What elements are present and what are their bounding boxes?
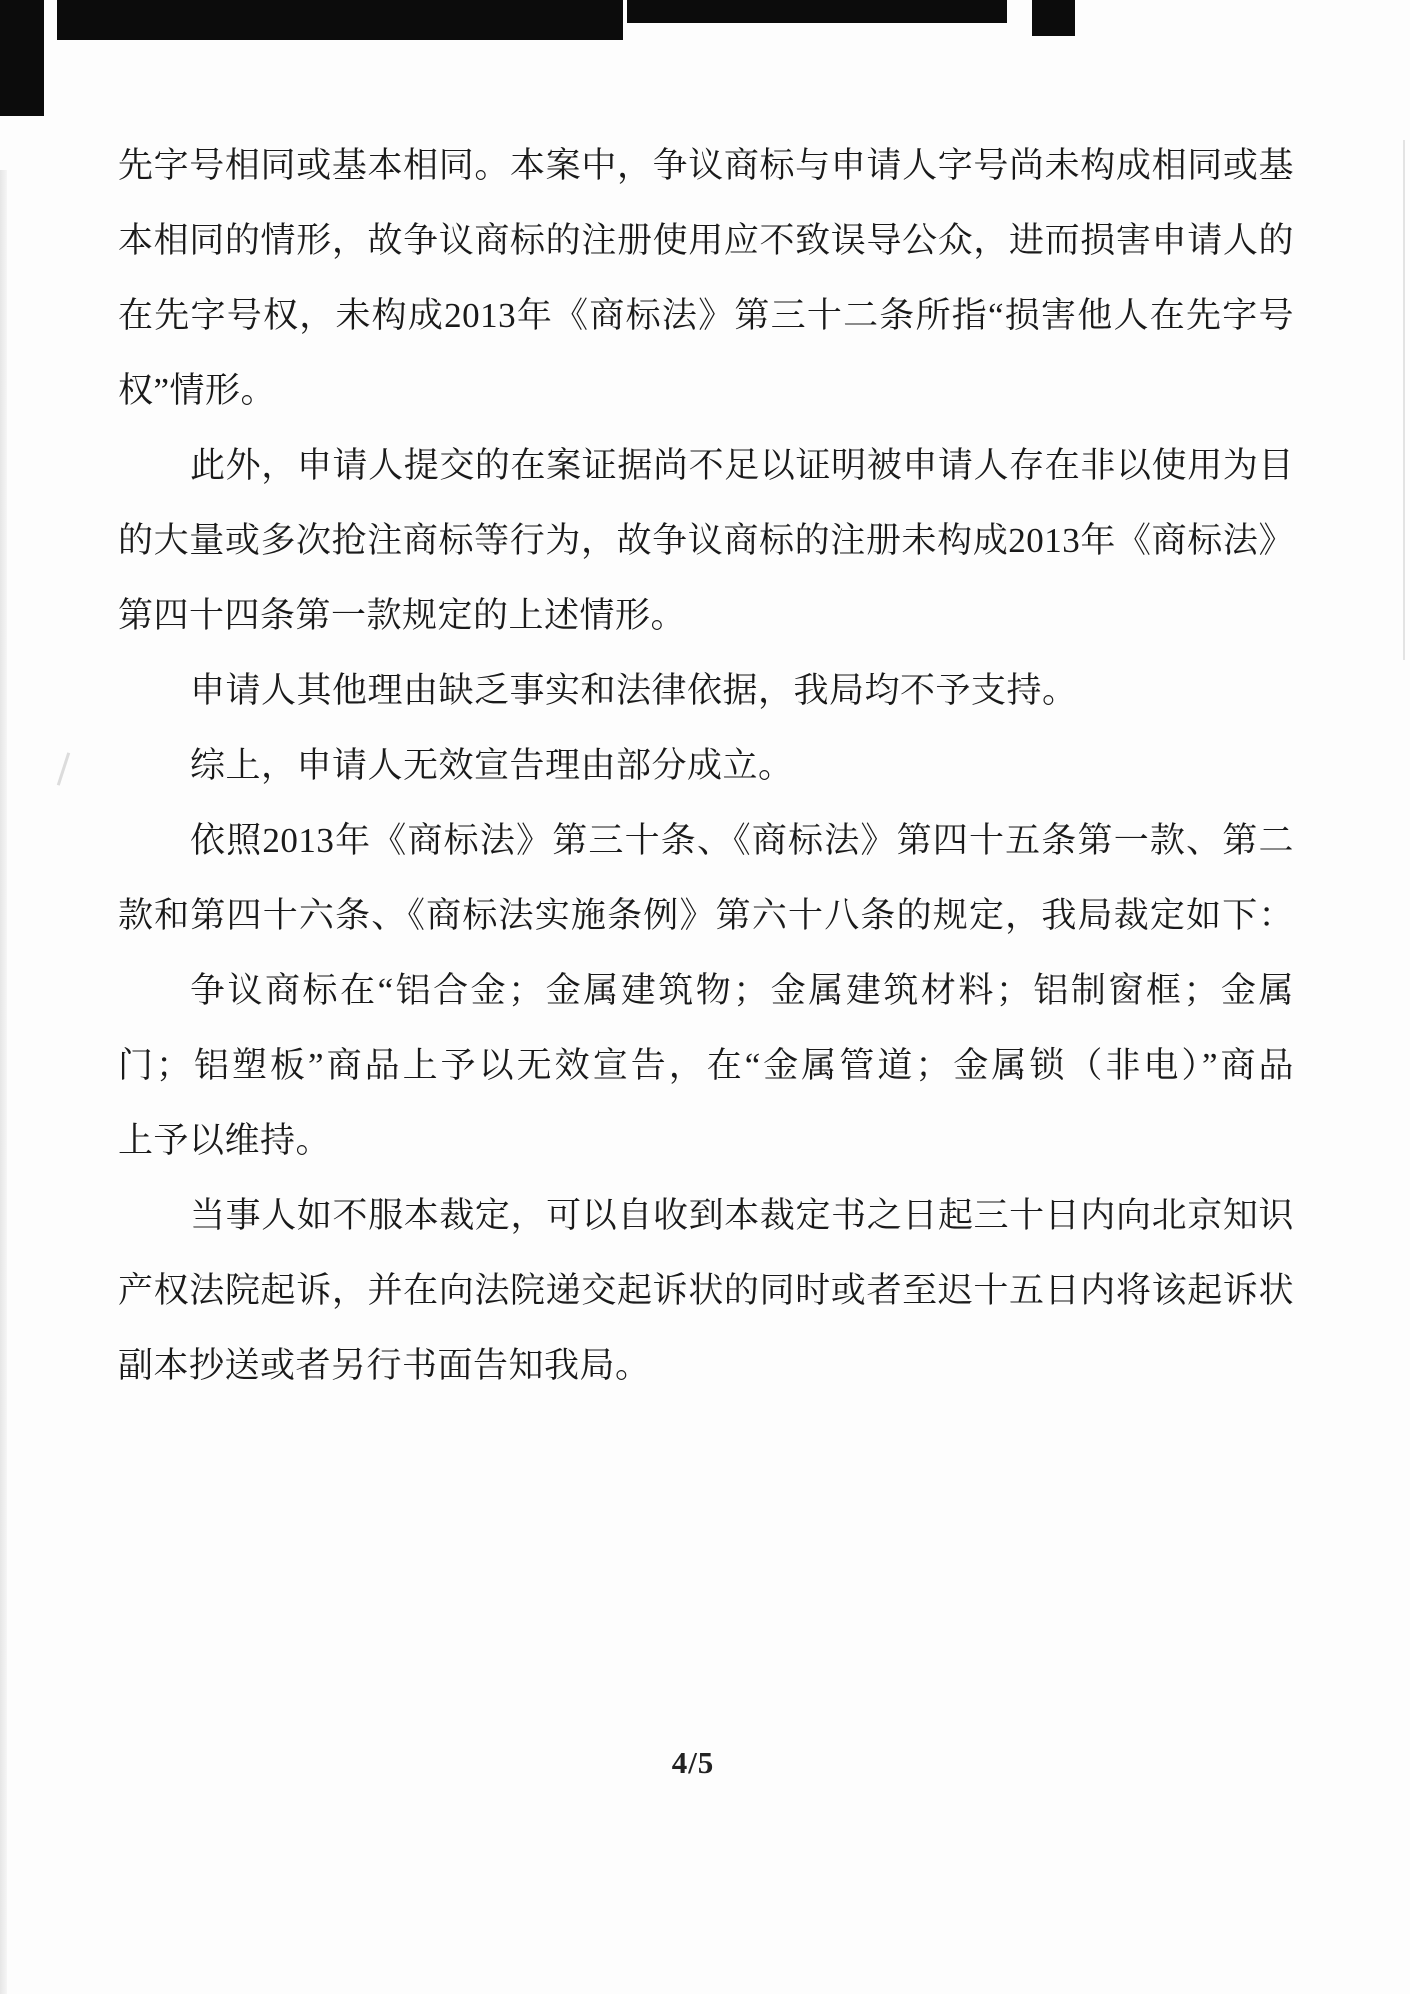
text-line-13: 门；铝塑板”商品上予以无效宣告，在“金属管道；金属锁（非电）”商品 <box>118 1046 1294 1085</box>
text-line-2: 本相同的情形，故争议商标的注册使用应不致误导公众，进而损害申请人的 <box>118 221 1294 260</box>
text-line-8: 申请人其他理由缺乏事实和法律依据，我局均不予支持。 <box>190 671 1078 710</box>
text-line-11: 款和第四十六条、《商标法实施条例》第六十八条的规定，我局裁定如下： <box>118 896 1294 935</box>
scan-artifact-top-left-block <box>0 0 44 116</box>
text-line-15: 当事人如不服本裁定，可以自收到本裁定书之日起三十日内向北京知识 <box>190 1196 1294 1235</box>
text-line-7: 第四十四条第一款规定的上述情形。 <box>118 596 687 635</box>
scan-artifact-top-bar-long <box>57 0 623 40</box>
text-line-16: 产权法院起诉，并在向法院递交起诉状的同时或者至迟十五日内将该起诉状 <box>118 1271 1294 1310</box>
text-line-14: 上予以维持。 <box>118 1121 332 1160</box>
page-number: 4/5 <box>671 1745 715 1780</box>
text-line-5: 此外，申请人提交的在案证据尚不足以证明被申请人存在非以使用为目 <box>190 446 1294 485</box>
text-line-10: 依照2013年《商标法》第三十条、《商标法》第四十五条第一款、第二 <box>190 821 1294 860</box>
scan-smudge-mark <box>57 752 70 785</box>
text-line-9: 综上，申请人无效宣告理由部分成立。 <box>190 746 794 785</box>
text-line-3: 在先字号权，未构成2013年《商标法》第三十二条所指“损害他人在先字号 <box>118 296 1294 335</box>
text-line-6: 的大量或多次抢注商标等行为，故争议商标的注册未构成2013年《商标法》 <box>118 521 1294 560</box>
text-line-4: 权”情形。 <box>118 371 277 410</box>
text-line-17: 副本抄送或者另行书面告知我局。 <box>118 1346 651 1385</box>
decision-text-block <box>118 128 1294 1403</box>
scan-edge-shadow-left <box>0 170 7 1994</box>
scan-artifact-top-square <box>1032 0 1075 36</box>
scan-edge-line-right <box>1403 140 1405 660</box>
text-line-1: 先字号相同或基本相同。本案中，争议商标与申请人字号尚未构成相同或基 <box>118 146 1294 185</box>
scan-artifact-top-bar-thin <box>627 0 1007 23</box>
text-line-12: 争议商标在“铝合金；金属建筑物；金属建筑材料；铝制窗框；金属 <box>190 971 1294 1010</box>
